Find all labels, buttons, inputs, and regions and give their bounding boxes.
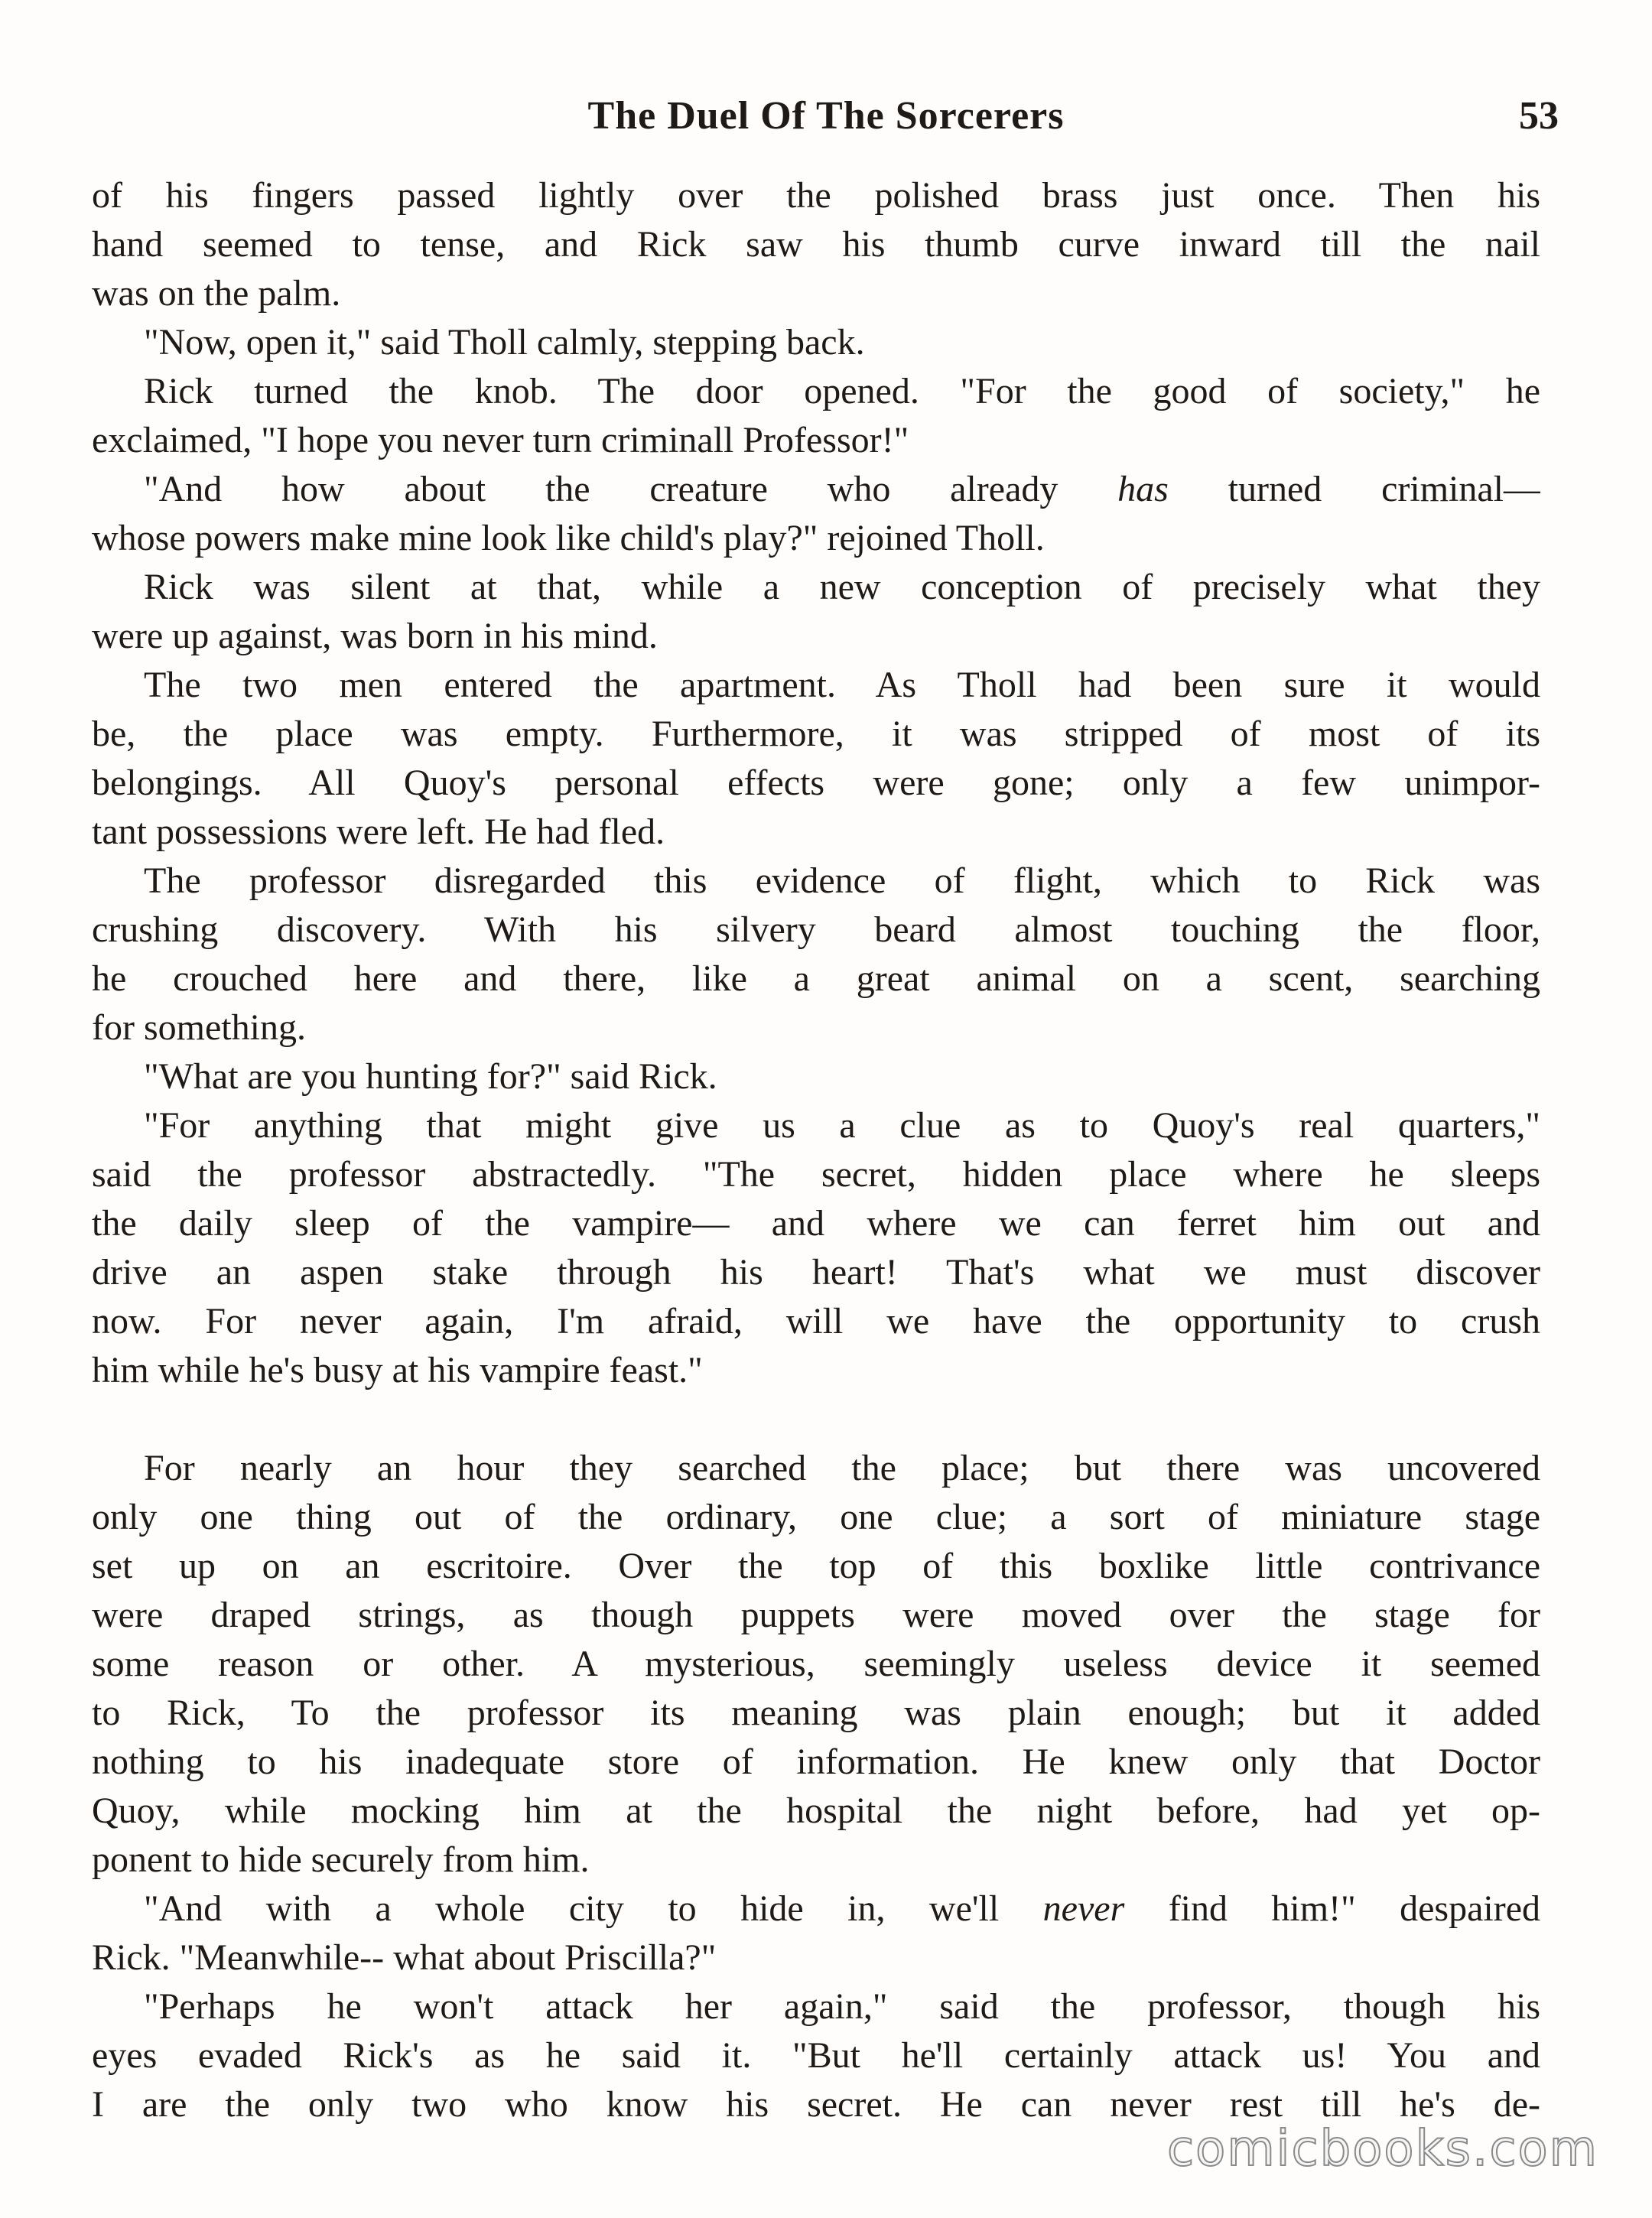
text-line: to Rick, To the professor its meaning was plain enough; but it added	[92, 1693, 1540, 1733]
text-line: ponent to hide securely from him.	[92, 1839, 590, 1880]
text-line: crushing discovery. With his silvery beard almost touching the floor,	[92, 909, 1540, 950]
text-line: for something.	[92, 1007, 306, 1048]
italic-word: has	[1117, 469, 1169, 509]
text-line: only one thing out of the ordinary, one clue; a sort of miniature stage	[92, 1497, 1540, 1537]
text-line: was on the palm.	[92, 273, 341, 314]
text-run: "And how about the creature who already	[144, 469, 1059, 509]
running-head	[0, 86, 1652, 147]
section-break	[92, 1395, 1540, 1444]
text-line: The two men entered the apartment. As Tholl had been sure it would	[144, 665, 1540, 705]
text-line: were draped strings, as though puppets were moved over the stage for	[92, 1595, 1540, 1635]
text-line: of his fingers passed lightly over the polished brass just once. Then his	[92, 175, 1540, 216]
text-line: For nearly an hour they searched the place; but there was uncovered	[144, 1448, 1540, 1488]
text-line: drive an aspen stake through his heart! That's what we must discover	[92, 1252, 1540, 1293]
text-line: hand seemed to tense, and Rick saw his thumb curve inward till the nail	[92, 224, 1540, 265]
body-text	[92, 171, 1540, 2129]
text-line: eyes evaded Rick's as he said it. "But he'll certainly attack us! You and	[92, 2035, 1540, 2076]
text-line: The professor disregarded this evidence of flight, which to Rick was	[144, 860, 1540, 901]
text-run: "And with a whole city to hide in, we'll	[144, 1888, 1000, 1929]
text-line: were up against, was born in his mind.	[92, 616, 658, 656]
text-line: nothing to his inadequate store of information. He knew only that Doctor	[92, 1742, 1540, 1782]
text-line: said the professor abstractedly. "The secret, hidden place where he sleeps	[92, 1154, 1540, 1195]
page-number: 53	[1519, 94, 1559, 138]
italic-word: never	[1042, 1888, 1125, 1929]
text-line: "Now, open it," said Tholl calmly, stepping back.	[144, 322, 865, 363]
text-line: Rick turned the knob. The door opened. "For the good of society," he	[144, 371, 1540, 411]
watermark: comicbooks.com	[1166, 2121, 1598, 2177]
text-line	[92, 465, 1540, 514]
text-line: the daily sleep of the vampire— and where we can ferret him out and	[92, 1203, 1540, 1244]
text-line: tant possessions were left. He had fled.	[92, 811, 665, 852]
text-line: "What are you hunting for?" said Rick.	[144, 1056, 717, 1097]
text-line: now. For never again, I'm afraid, will we have the opportunity to crush	[92, 1301, 1540, 1342]
text-line: belongings. All Quoy's personal effects were gone; only a few unimpor-	[92, 763, 1540, 803]
running-title: The Duel Of The Sorcerers	[587, 94, 1065, 138]
text-line: whose powers make mine look like child's play?" rejoined Tholl.	[92, 518, 1045, 558]
text-line: some reason or other. A mysterious, seemingly useless device it seemed	[92, 1644, 1540, 1684]
text-line: I are the only two who know his secret. He can never rest till he's de-	[92, 2084, 1540, 2125]
text-line: exclaimed, "I hope you never turn criminall Professor!"	[92, 420, 909, 460]
text-line: set up on an escritoire. Over the top of this boxlike little contrivance	[92, 1546, 1540, 1586]
text-run: turned criminal—	[1228, 469, 1540, 509]
text-line: Rick was silent at that, while a new conception of precisely what they	[144, 567, 1540, 607]
text-line: he crouched here and there, like a great animal on a scent, searching	[92, 958, 1540, 999]
text-line: be, the place was empty. Furthermore, it was stripped of most of its	[92, 714, 1540, 754]
text-run: find him!" despaired	[1168, 1888, 1540, 1929]
text-line: Quoy, while mocking him at the hospital the night before, had yet op-	[92, 1790, 1540, 1831]
text-line: him while he's busy at his vampire feast."	[92, 1350, 703, 1390]
text-line: "For anything that might give us a clue as to Quoy's real quarters,"	[144, 1105, 1540, 1146]
text-line: "Perhaps he won't attack her again," said the professor, though his	[144, 1986, 1540, 2027]
text-line	[92, 1885, 1540, 1933]
text-line: Rick. "Meanwhile-- what about Priscilla?"	[92, 1937, 717, 1978]
